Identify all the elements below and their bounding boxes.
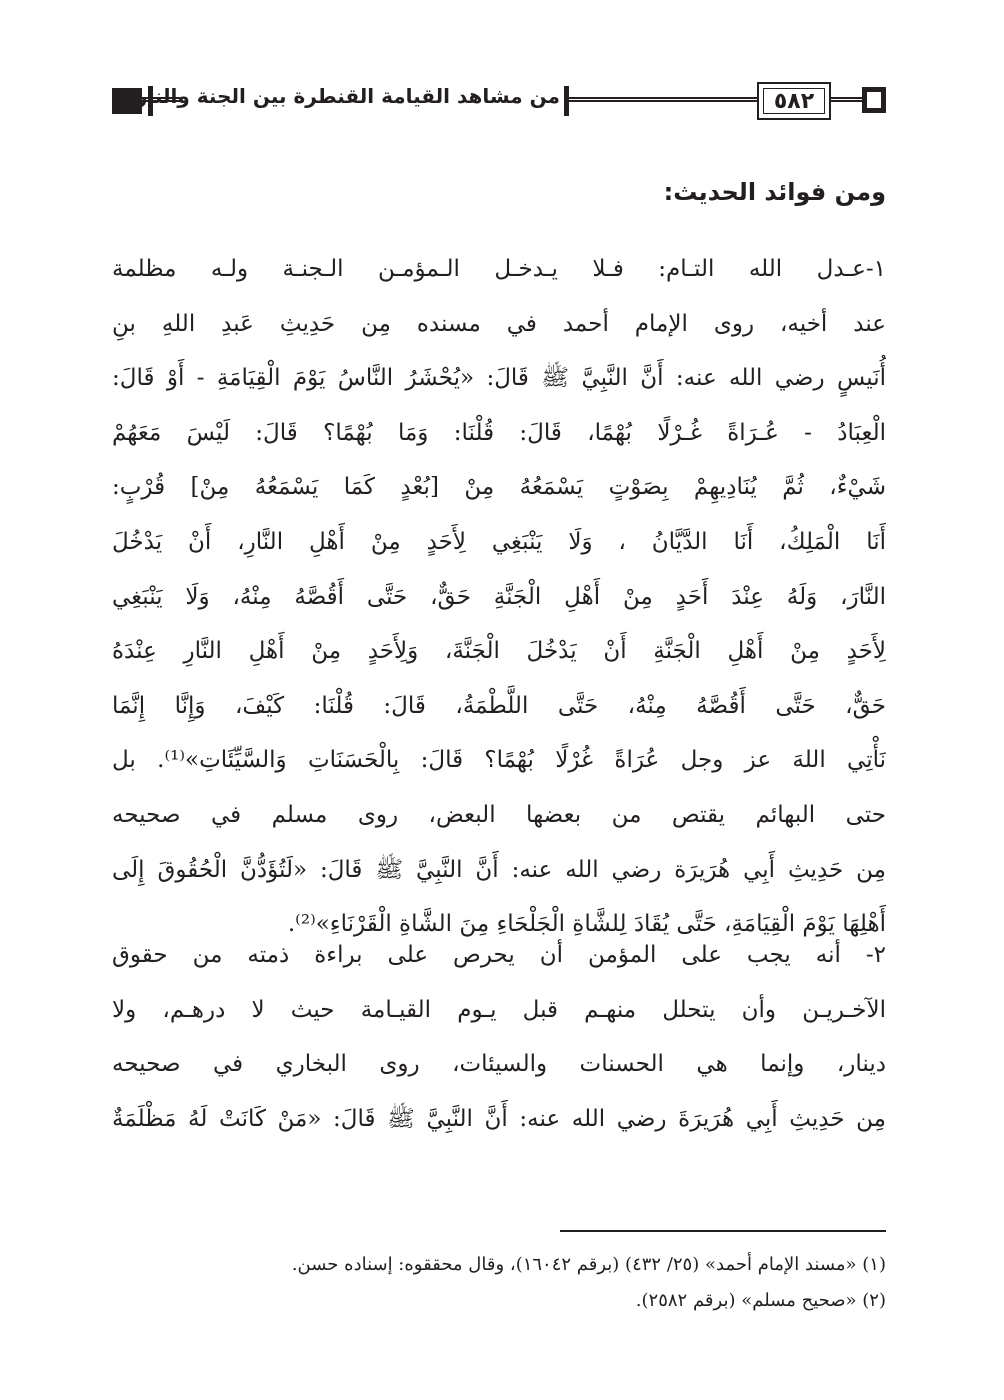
- paragraph-2: [112, 928, 886, 1146]
- text-line: حتى البهائم يقتص من بعضها البعض، روى مسلم في صحيحه: [112, 801, 886, 828]
- section-title: ومن فوائد الحديث:: [663, 178, 886, 206]
- text-line: لِأَحَدٍ مِنْ أَهْلِ الْجَنَّةِ أَنْ يَدْخُلَ الْجَنَّةَ، وَلِأَحَدٍ مِنْ أَهْلِ النَّارِ عِنْدَهُ: [112, 638, 886, 665]
- text-line: مِن حَدِيثِ أَبِي هُرَيرَةَ رضي الله عنه: أَنَّ النَّبِيَّ ﷺ قَالَ: «مَنْ كَانَتْ لَهُ مَظْلَمَةٌ: [112, 1105, 886, 1132]
- text-line: أَنَا الْمَلِكُ، أَنَا الدَّيَّانُ ، وَلَا يَنْبَغِي لِأَحَدٍ مِنْ أَهْلِ النَّارِ، أَنْ يَدْخُلَ: [112, 528, 886, 555]
- text-line: النَّارَ، وَلَهُ عِنْدَ أَحَدٍ مِنْ أَهْلِ الْجَنَّةِ حَقٌّ، حَتَّى أَقُصَّهُ مِنْهُ، وَلَا يَنْبَغِي: [112, 583, 886, 610]
- running-title: من مشاهد القيامة القنطرة بين الجنة والنار: [135, 84, 560, 108]
- text-line: عند أخيه، روى الإمام أحمد في مسنده مِن حَدِيثِ عَبدِ اللهِ بنِ: [112, 310, 886, 337]
- text-line: الْعِبَادُ - عُـرَاةً غُـرْلًا بُهْمًا، قَالَ: قُلْنَا: وَمَا بُهْمًا؟ قَالَ: لَيْسَ مَعَهُمْ: [112, 419, 886, 446]
- text-line: حَقٌّ، حَتَّى أَقُصَّهُ مِنْهُ، حَتَّى اللَّطْمَةُ، قَالَ: قُلْنَا: كَيْفَ، وَإِنَّا إِنَّمَا: [112, 692, 886, 719]
- text-line: ٢- أنه يجب على المؤمن أن يحرص على براءة ذمته من حقوق: [112, 942, 886, 968]
- text-line: الآخـريـن وأن يتحلل منهـم قبل يـوم القيـامة حيث لا درهـم، ولا: [112, 996, 886, 1023]
- footnote-2: (٢) «صحيح مسلم» (برقم ٢٥٨٢).: [635, 1290, 886, 1311]
- header-rule: [831, 97, 863, 102]
- header-ornament-right: [862, 87, 886, 113]
- header-rule: [568, 97, 758, 102]
- text-line: مِن حَدِيثِ أَبِي هُرَيرَة رضي الله عنه: أَنَّ النَّبِيَّ ﷺ قَالَ: «لَتُؤَدُّنَّ الْحُقُوقَ إِلَى: [112, 856, 886, 883]
- text-line: نَأْتِي اللهَ عز وجل عُرَاةً غُرْلًا بُهْمًا؟ قَالَ: بِالْحَسَنَاتِ وَالسَّيِّئَاتِ»⁽¹⁾. بل: [112, 747, 886, 774]
- text-line: دينار، وإنما هي الحسنات والسيئات، روى البخاري في صحيحه: [112, 1051, 886, 1078]
- text-line: أُنَيسٍ رضي الله عنه: أَنَّ النَّبِيَّ ﷺ قَالَ: «يُحْشَرُ النَّاسُ يَوْمَ الْقِيَامَةِ - أَوْ قَالَ:: [112, 365, 886, 392]
- page-number-box: [757, 82, 831, 120]
- page-number: ٥٨٢: [773, 88, 815, 114]
- text-line: شَيْءٌ، ثُمَّ يُنَادِيهِمْ بِصَوْتٍ يَسْمَعُهُ مِنْ [بُعْدٍ كَمَا يَسْمَعُهُ مِنْ] قُرْبٍ:: [112, 474, 886, 501]
- text-line: ١-عـدل الله التـام: فـلا يـدخـل الـمؤمـن الـجنـة ولـه مظلمة: [112, 256, 886, 282]
- footnote-separator: [560, 1230, 886, 1232]
- paragraph-1: [112, 242, 886, 952]
- footnote-1: (١) «مسند الإمام أحمد» (٢٥/ ٤٣٢) (برقم ١٦٠٤٢)، وقال محققوه: إسناده حسن.: [291, 1254, 886, 1275]
- running-header: [112, 82, 886, 120]
- text-line: أَهْلِهَا يَوْمَ الْقِيَامَةِ، حَتَّى يُقَادَ لِلشَّاةِ الْجَلْحَاءِ مِنَ الشَّاةِ الْقَرْنَاءِ»⁽²⁾.: [287, 911, 886, 938]
